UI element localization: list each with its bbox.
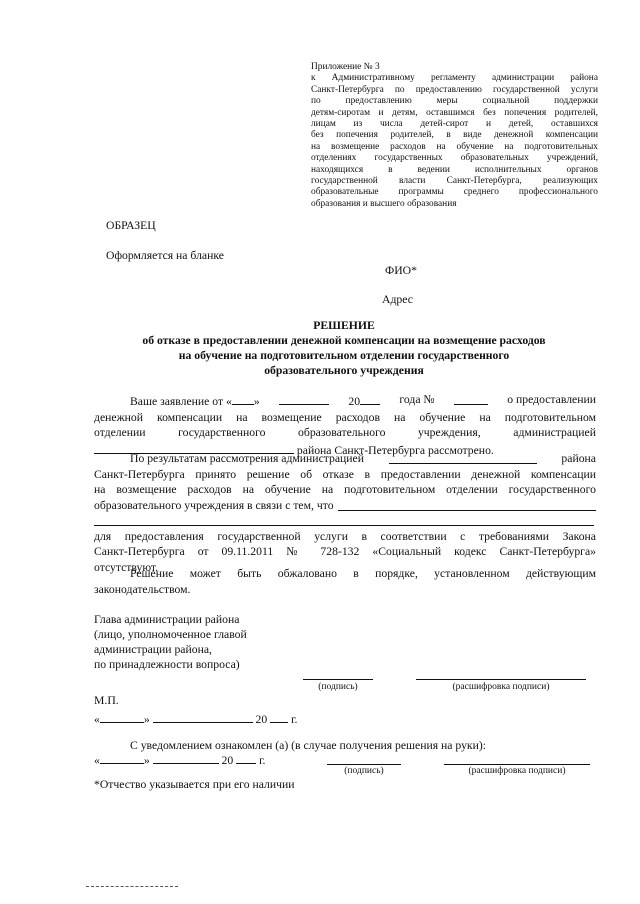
ack-signature-caption: (подпись) (344, 766, 384, 776)
seal-label: М.П. (94, 694, 119, 707)
appendix-line: образовательные программы среднего профессионального (311, 187, 598, 198)
paragraph-appeal (94, 566, 596, 597)
appendix-line: к Административному регламенту администрации района (311, 73, 598, 84)
appendix-line: без попечения родителей, в виде денежной компенсации (311, 130, 598, 141)
signature-caption: (подпись) (318, 682, 358, 692)
date-year-field[interactable] (270, 710, 288, 723)
appendix-line: детям-сиротам и детям, оставшимся без попечения родителей, (311, 107, 598, 118)
appendix-line: лицам из числа детей-сирот и детей, оставшихся (311, 119, 598, 130)
footnote: *Отчество указывается при его наличии (94, 778, 295, 791)
p3-line: законодательством. (94, 582, 191, 596)
p2-line: образовательного учреждения в связи с тем, что (94, 498, 334, 512)
ack-decoding-caption: (расшифровка подписи) (468, 766, 566, 776)
p2-line: Санкт-Петербурга от 09.11.2011 № 728-132 «Социальный кодекс Санкт-Петербурга» (94, 545, 596, 558)
date-month-field[interactable] (153, 710, 253, 723)
p2-text: района (561, 452, 596, 465)
scan-artifact-line (86, 886, 178, 887)
reason-field-continued[interactable] (94, 513, 594, 526)
date-line (94, 710, 297, 726)
p2-line: Санкт-Петербурга принято решение об отказе в предоставлении денежной компенсации (94, 467, 596, 481)
date-day-field[interactable] (100, 710, 144, 723)
ack-day-field[interactable] (100, 751, 144, 764)
p2-line: на возмещение расходов на обучение на подготовительном отделении государственного (94, 483, 596, 496)
decision-title: РЕШЕНИЕ (313, 319, 375, 332)
date-text: 20 (255, 713, 268, 726)
p1-text: года № (399, 393, 435, 406)
signatory-block (94, 612, 247, 672)
appendix-line: по предоставлению меры социальной поддержки (311, 96, 598, 107)
appendix-line: образования и высшего образования (311, 198, 457, 209)
signatory-line: Глава администрации района (94, 613, 240, 626)
ack-decoding-line[interactable] (444, 764, 590, 765)
paragraph-refusal (94, 451, 596, 575)
ack-date-text: 20 (221, 754, 234, 767)
decoding-caption: (расшифровка подписи) (452, 682, 550, 692)
ack-month-field[interactable] (153, 751, 219, 764)
p1-text: Ваше заявление от « (130, 395, 232, 408)
p1-text: 20 (348, 395, 361, 408)
ack-year-field[interactable] (236, 751, 256, 764)
ack-signature-line[interactable] (327, 764, 401, 765)
p1-text: » (253, 395, 260, 408)
year-field[interactable] (360, 392, 380, 405)
date-text: » (143, 713, 150, 726)
ack-date-line (94, 751, 265, 767)
appendix-line: находящихся в ведении исполнительных органов (311, 164, 598, 175)
p2-line: отсутствуют. (94, 560, 159, 574)
appendix-block (311, 62, 598, 210)
appendix-title: Приложение № 3 (311, 62, 380, 72)
signatory-line: администрации района, (94, 643, 212, 656)
administration-field[interactable] (389, 451, 537, 464)
p1-line: денежной компенсации на возмещение расходов на обучение на подготовительном (94, 410, 596, 424)
day-field[interactable] (232, 392, 254, 405)
signature-line[interactable] (303, 679, 373, 680)
recipient-fio: ФИО* (385, 264, 417, 277)
date-text: г. (291, 713, 298, 726)
acknowledgement-text: С уведомлением ознакомлен (а) (в случае получения решения на руки): (130, 739, 486, 752)
ack-date-text: г. (259, 754, 266, 767)
p3-line: Решение может быть обжаловано в порядке, установленном действующим (130, 567, 596, 580)
blank-note: Оформляется на бланке (106, 249, 224, 262)
appendix-line: государственной власти Санкт-Петербурга, реализующих (311, 176, 598, 187)
number-field[interactable] (454, 392, 488, 405)
signatory-line: по принадлежности вопроса) (94, 658, 240, 671)
p2-text: По результатам рассмотрения администрацией (130, 452, 364, 465)
date-text: « (94, 713, 100, 726)
signatory-line: (лицо, уполномоченное главой (94, 628, 247, 641)
decision-subtitle-line: образовательного учреждения (264, 364, 424, 377)
recipient-address: Адрес (382, 293, 413, 306)
decoding-line[interactable] (416, 679, 586, 680)
appendix-line: Санкт-Петербурга по предоставлению государственной услуги (311, 84, 598, 95)
p2-line: для предоставления государственной услуги в соответствии с требованиями Закона (94, 529, 596, 543)
p1-line: отделении государственного образовательного учреждения, администрацией (94, 426, 596, 439)
ack-date-text: « (94, 754, 100, 767)
paragraph-application (94, 392, 596, 458)
reason-field[interactable] (338, 498, 596, 511)
decision-heading (94, 318, 594, 378)
decision-subtitle-line: об отказе в предоставлении денежной компенсации на возмещение расходов (142, 334, 546, 347)
p1-text: о предоставлении (507, 393, 596, 406)
month-field[interactable] (279, 392, 329, 405)
ack-date-text: » (143, 754, 150, 767)
appendix-line: отделениях государственных образовательных учреждений, (311, 153, 598, 164)
p1-line: района Санкт-Петербурга рассмотрено. (296, 443, 494, 457)
appendix-line: на возмещение расходов на обучение на подготовительных (311, 141, 598, 152)
decision-subtitle-line: на обучение на подготовительном отделении государственного (178, 349, 510, 362)
sample-label: ОБРАЗЕЦ (106, 219, 156, 232)
